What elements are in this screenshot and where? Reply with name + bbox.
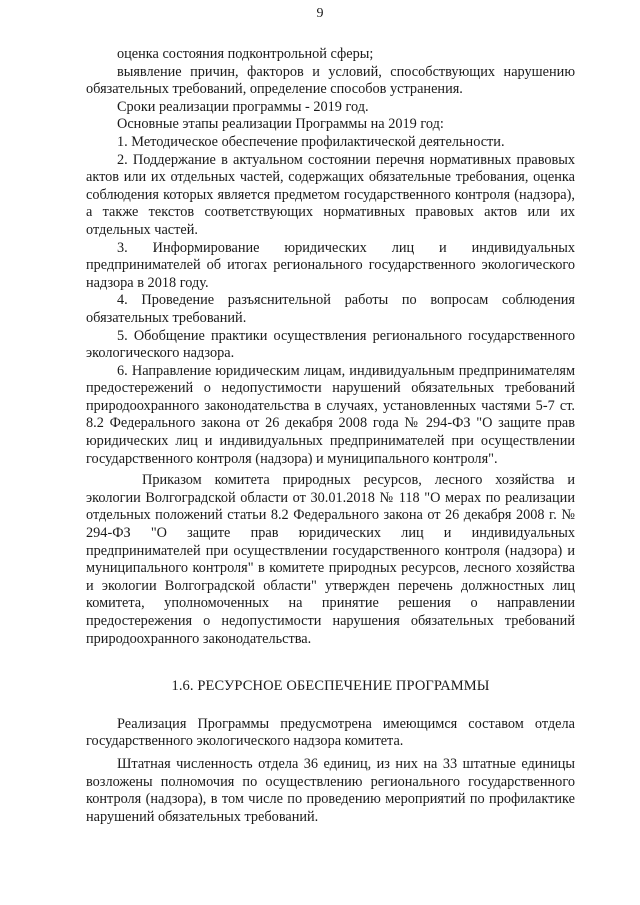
paragraph: оценка состояния подконтрольной сферы; (117, 46, 374, 62)
document-body (86, 46, 575, 831)
section-body (86, 716, 575, 827)
list-item: 3. Информирование юридических лиц и индивидуальных предпринимателей об итогах регионального государственного экологического надзора в 2018 году. (86, 239, 575, 291)
paragraph: Реализация Программы предусмотрена имеющимся составом отдела государственного экологического надзора комитета. (86, 715, 575, 750)
section-heading: 1.6. РЕСУРСНОЕ ОБЕСПЕЧЕНИЕ ПРОГРАММЫ (171, 678, 490, 695)
paragraph: выявление причин, факторов и условий, способствующих нарушению обязательных требований, определение способов устранения. (86, 63, 575, 98)
page-number: 9 (316, 6, 324, 21)
list-item: 6. Направление юридическим лицам, индивидуальным предпринимателям предостережений о недопустимости нарушений обязательных требований природоохранного законодательства в случаях, установленных частями 5-7 ст. 8.2 Федерального закона от 26 декабря 2008 года № 294-ФЗ "О защите прав юридических лиц и индивидуальных предпринимателей при осуществлении государственного контроля (надзора) и муниципального контроля". (86, 362, 575, 467)
list-item: 5. Обобщение практики осуществления регионального государственного экологического надзора. (86, 327, 575, 362)
list-item: 2. Поддержание в актуальном состоянии перечня нормативных правовых актов или их отдельных частей, содержащих обязательные требования, оценка соблюдения которых является предметом государственного контроля (надзора), а также текстов соответствующих нормативных правовых актов или их отдельных частей. (86, 151, 575, 238)
list-item: 4. Проведение разъяснительной работы по вопросам соблюдения обязательных требований. (86, 292, 575, 326)
list-item: 1. Методическое обеспечение профилактической деятельности. (117, 133, 505, 150)
paragraph: Сроки реализации программы - 2019 год. (117, 98, 369, 115)
paragraph: Штатная численность отдела 36 единиц, из них на 33 штатные единицы возложены полномочия по осуществлению регионального государственного контроля (надзора), в том числе по проведению мероприятий по профилактике нарушений обязательных требований. (86, 755, 575, 825)
paragraph: Основные этапы реализации Программы на 2019 год: (117, 116, 444, 133)
paragraph: Приказом комитета природных ресурсов, лесного хозяйства и экологии Волгоградской области от 30.01.2018 № 118 "О мерах по реализации отдельных положений статьи 8.2 Федерального закона от 26 декабря 2008 г. № 294-ФЗ "О защите прав юридических лиц и индивидуальных предпринимателей при осуществлении государственного контроля (надзора) и муниципального контроля" в комитете природных ресурсов, лесного хозяйства и экологии Волгоградской области" утвержден перечень должностных лиц комитета, уполномоченных на принятие решения о направлении предостережения о недопустимости нарушения обязательных требований природоохранного законодательства. (86, 472, 575, 647)
